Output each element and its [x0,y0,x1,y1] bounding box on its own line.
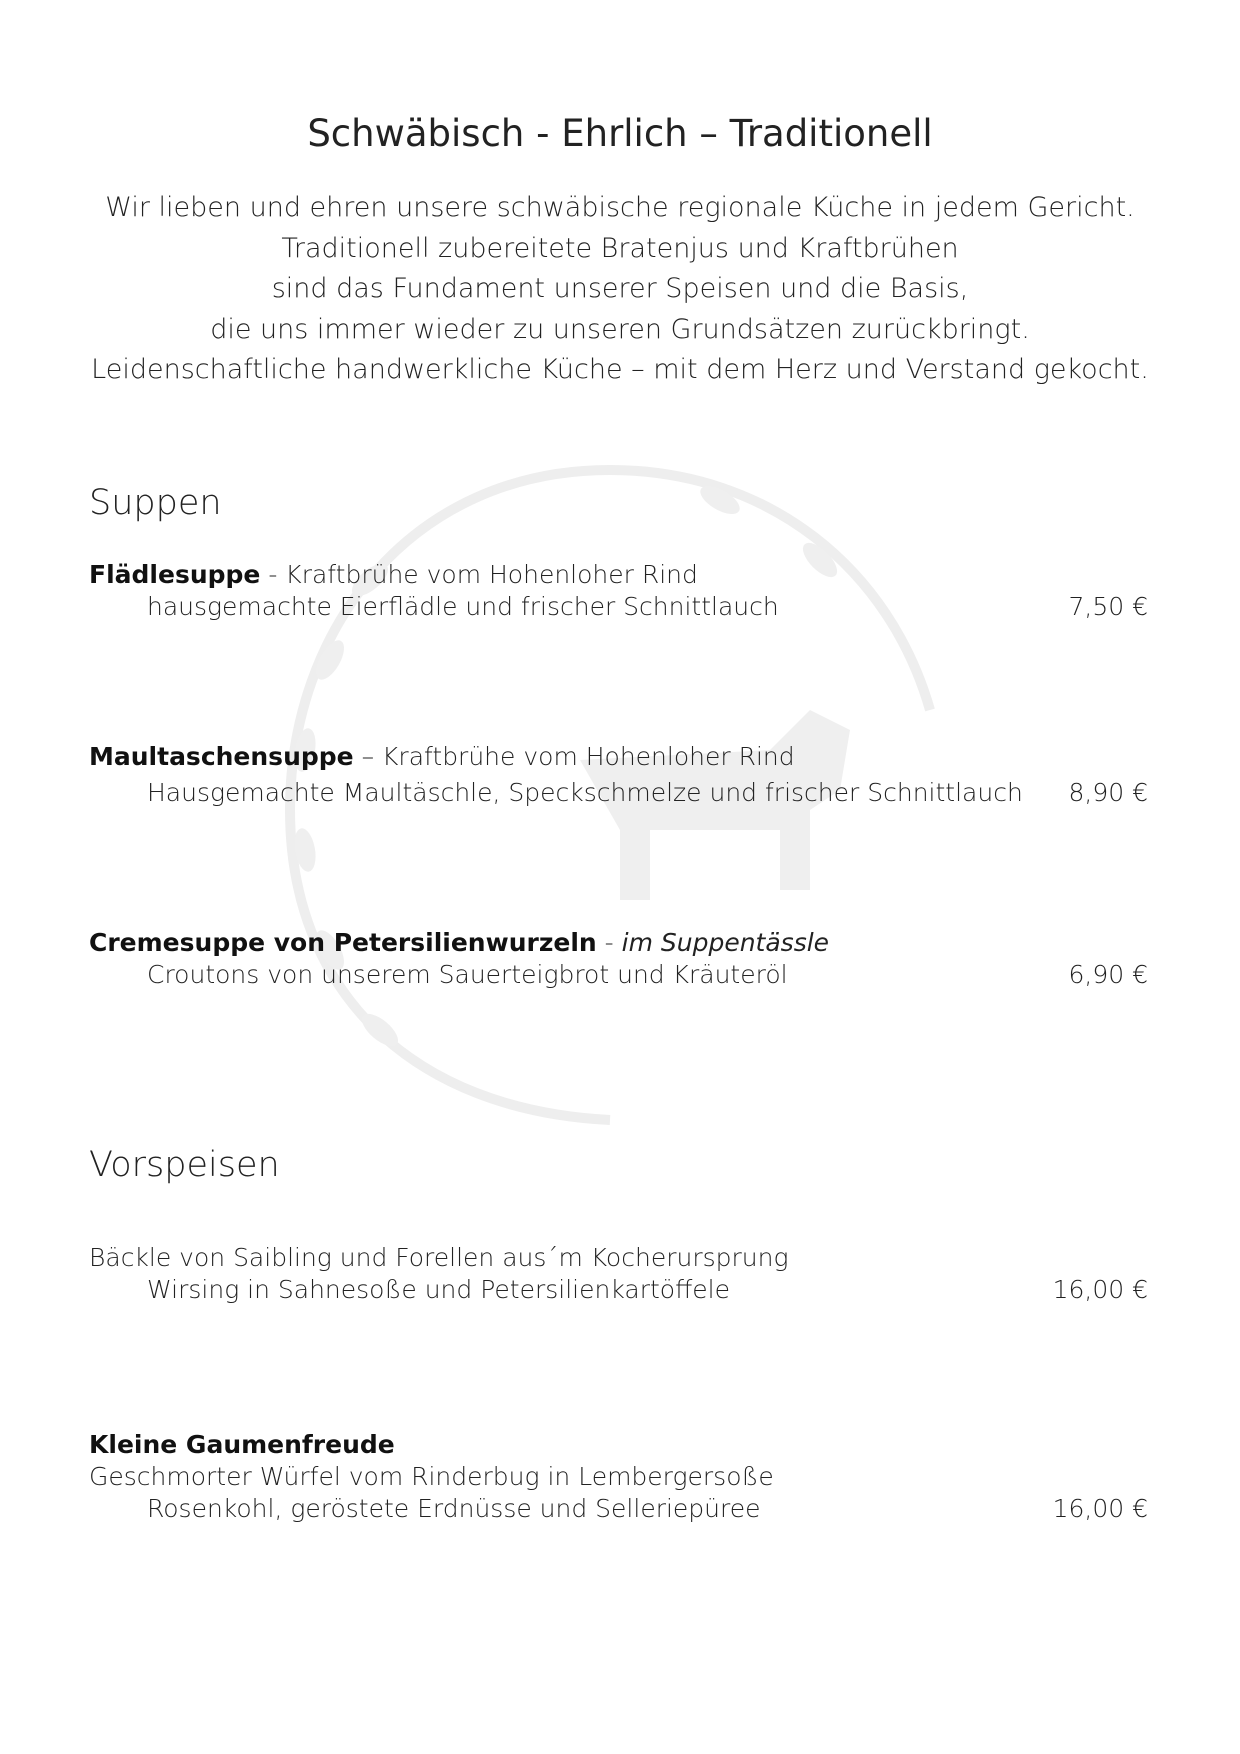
dish-name: Cremesuppe von Petersilienwurzeln [89,928,597,957]
dish-name: Maultaschensuppe [89,742,354,771]
page-title: Schwäbisch - Ehrlich – Traditionell [307,112,933,155]
section-title-suppen: Suppen [89,483,222,523]
intro-line: Traditionell zubereitete Bratenjus und Kraftbrühen [281,232,959,264]
dish-sideline: hausgemachte Eierflädle und frischer Schnittlauch [147,592,779,621]
dish-sideline: Wirsing in Sahnesoße und Petersilienkartöffele [147,1275,730,1304]
dish-sideline: Croutons von unserem Sauerteigbrot und Kräuteröl [147,960,788,989]
dish-sideline: Hausgemachte Maultäschle, Speckschmelze und frischer Schnittlauch [147,778,1023,807]
dish-description: Geschmorter Würfel vom Rinderbug in Lembergersoße [89,1462,774,1491]
dish-description: Kraftbrühe vom Hohenloher Rind [285,560,698,589]
dish-description: Kraftbrühe vom Hohenloher Rind [382,742,795,771]
dish-separator: – [353,742,383,771]
menu-item-title [89,928,829,957]
intro-line: die uns immer wieder zu unseren Grundsätzen zurückbringt. [210,313,1030,345]
dish-name: Flädlesuppe [89,560,261,589]
intro-line: sind das Fundament unserer Speisen und die Basis, [271,273,969,304]
menu-item-title [89,742,795,771]
intro-text [0,188,1240,391]
section-title-vorspeisen: Vorspeisen [89,1145,280,1185]
dish-description: im Suppentässle [621,928,830,957]
dish-separator: - [596,928,622,957]
dish-name: Kleine Gaumenfreude [89,1430,395,1459]
dish-sideline: Rosenkohl, geröstete Erdnüsse und Selleriepüree [147,1494,761,1523]
dish-description: Bäckle von Saibling und Forellen aus´m Kocherursprung [89,1243,789,1272]
menu-item-title [89,560,698,589]
dish-price: 6,90 € [1068,960,1148,989]
dish-price: 7,50 € [1068,592,1148,621]
intro-line: Leidenschaftliche handwerkliche Küche – mit dem Herz und Verstand gekocht. [91,354,1149,385]
dish-price: 8,90 € [1068,778,1148,807]
dish-price: 16,00 € [1052,1275,1148,1304]
dish-price: 16,00 € [1052,1494,1148,1523]
intro-line: Wir lieben und ehren unsere schwäbische regionale Küche in jedem Gericht. [105,192,1135,223]
dish-separator: - [260,560,286,589]
